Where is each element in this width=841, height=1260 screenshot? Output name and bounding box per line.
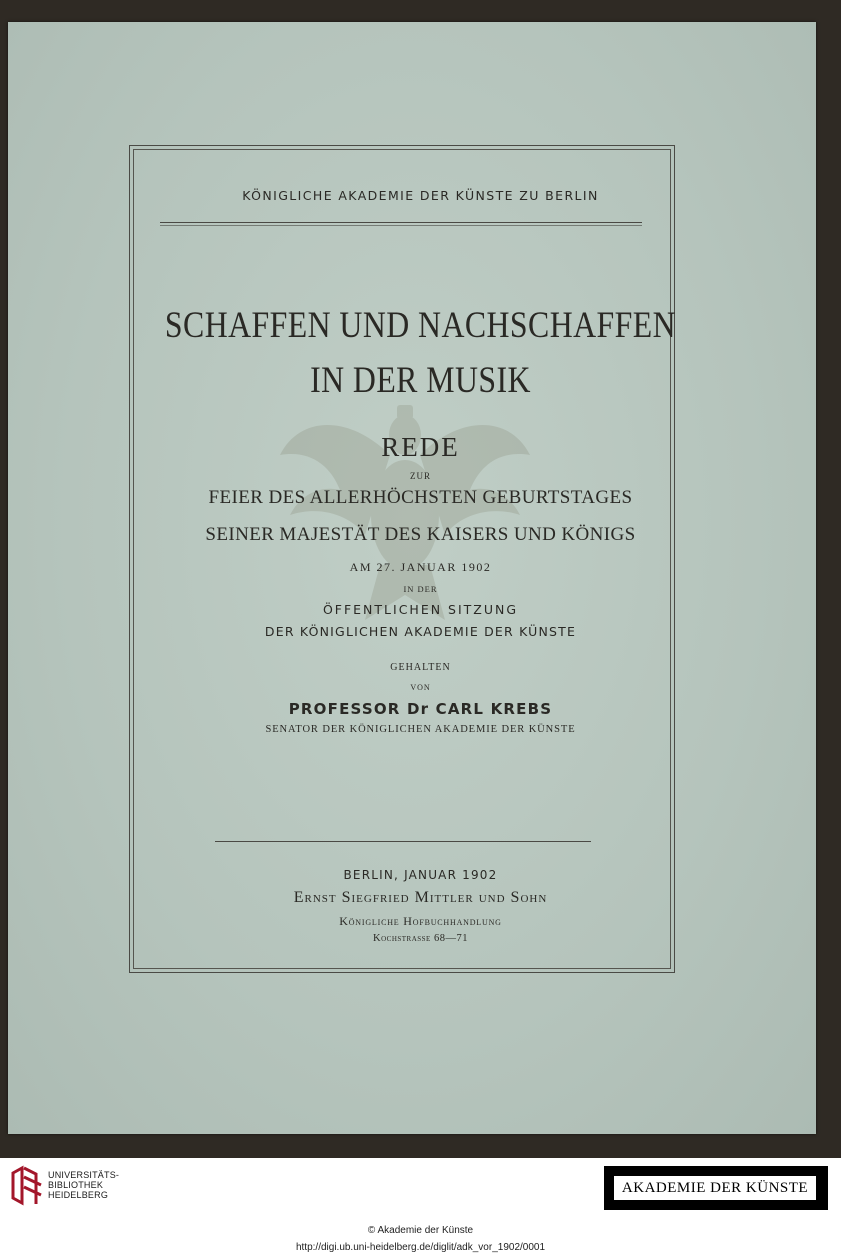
gehalten-label: GEHALTEN — [390, 662, 451, 673]
occasion-line-1: FEIER DES ALLERHÖCHSTEN GEBURTSTAGES — [208, 487, 633, 508]
publisher-subtitle: Königliche Hofbuchhandlung — [339, 914, 502, 928]
session-line-2: DER KÖNIGLICHEN AKADEMIE DER KÜNSTE — [264, 624, 577, 639]
in-der-label: IN DER — [403, 584, 438, 594]
place-date: BERLIN, JANUAR 1902 — [343, 868, 498, 882]
cover-frame-inner — [133, 149, 671, 969]
ub-heidelberg-logo-icon[interactable] — [10, 1165, 44, 1207]
session-line-1: ÖFFENTLICHEN SITZUNG — [322, 602, 519, 617]
occasion-line-2: SEINER MAJESTÄT DES KAISERS UND KÖNIGS — [205, 524, 636, 545]
title-line-2: IN DER MUSIK — [310, 360, 531, 401]
publisher-address: Kochstrasse 68—71 — [373, 933, 468, 944]
copyright-notice: © Akademie der Künste — [367, 1225, 474, 1236]
publisher-name: Ernst Siegfried Mittler und Sohn — [293, 889, 548, 906]
author-name: PROFESSOR Dr CARL KREBS — [288, 700, 553, 718]
author-title: SENATOR DER KÖNIGLICHEN AKADEMIE DER KÜNSTE — [265, 724, 576, 735]
footer-rule — [215, 841, 591, 842]
header-rule — [160, 222, 642, 223]
library-name-line-2: BIBLIOTHEK — [48, 1180, 104, 1190]
zur-label: ZUR — [410, 471, 431, 481]
library-name-line-1: UNIVERSITÄTS- — [48, 1170, 120, 1180]
header-rule-thin — [160, 225, 642, 226]
academy-heading: KÖNIGLICHE AKADEMIE DER KÜNSTE ZU BERLIN — [242, 188, 599, 203]
collection-label[interactable]: AKADEMIE DER KÜNSTE — [614, 1176, 816, 1200]
rede-heading: REDE — [381, 432, 460, 462]
von-label: VON — [410, 683, 431, 692]
date-line: AM 27. JANUAR 1902 — [349, 560, 492, 574]
permalink-url[interactable]: http://digi.ub.uni-heidelberg.de/diglit/adk_vor_1902/0001 — [295, 1242, 546, 1253]
library-name-line-3: HEIDELBERG — [48, 1190, 109, 1200]
title-line-1: SCHAFFEN UND NACHSCHAFFEN — [164, 305, 677, 346]
